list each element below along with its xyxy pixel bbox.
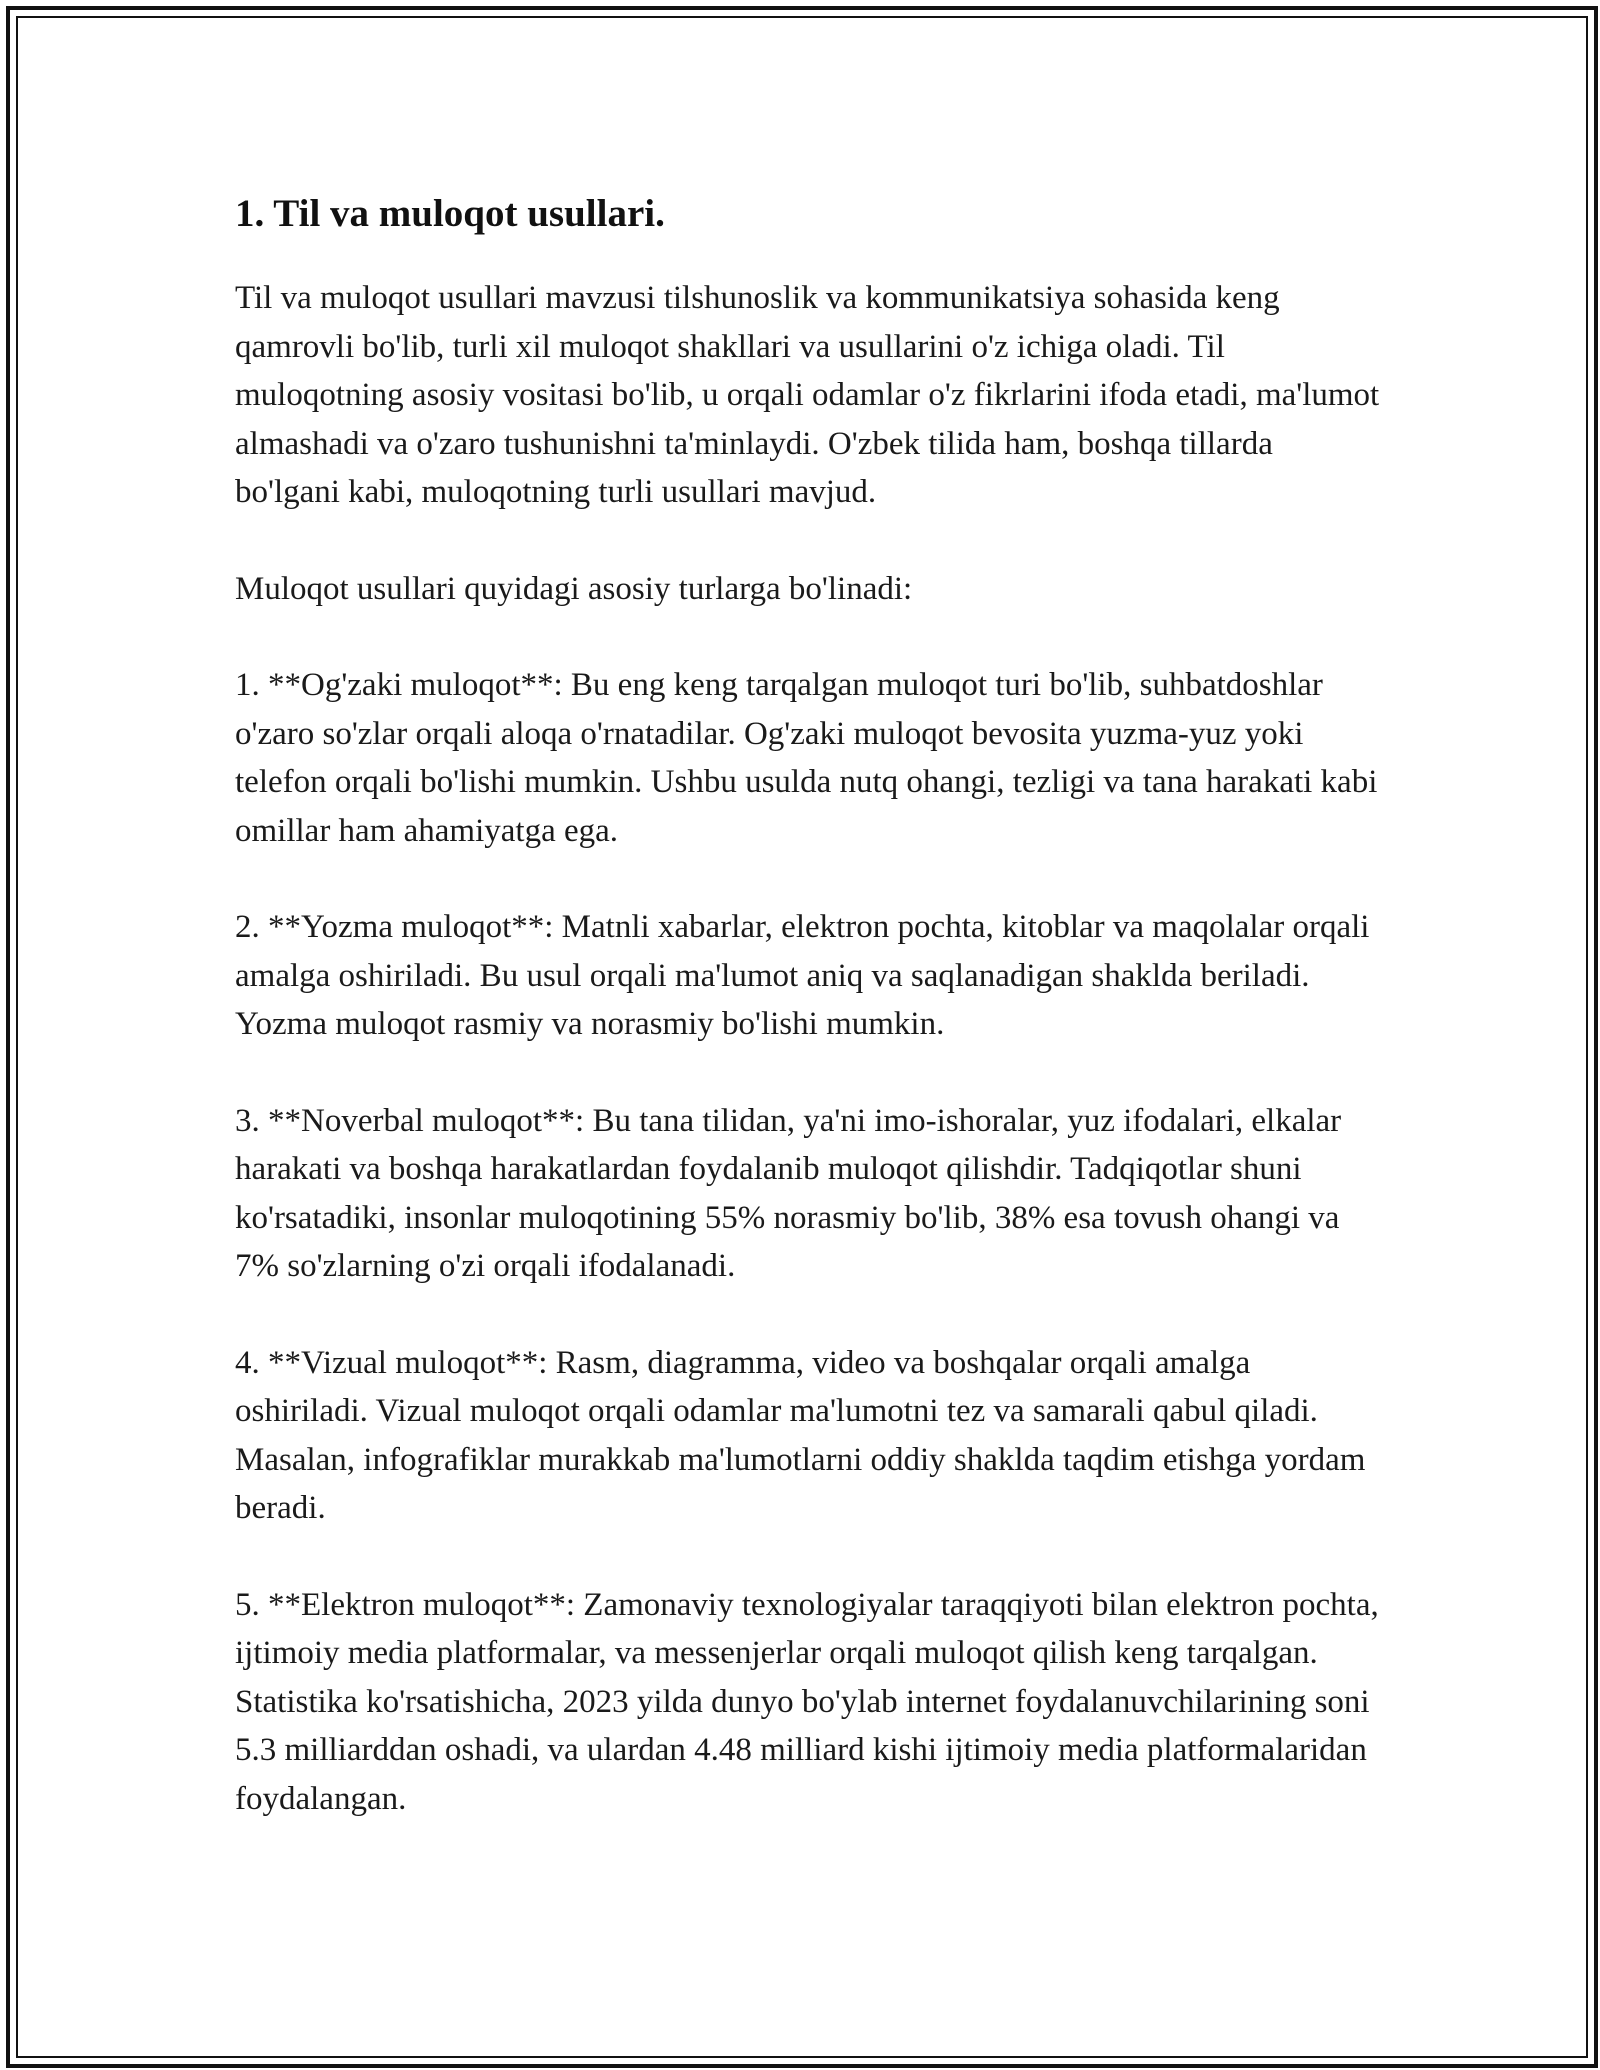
document-title: 1. Til va muloqot usullari.	[235, 192, 665, 235]
paragraph-nonverbal: 3. **Noverbal muloqot**: Bu tana tilidan, ya'ni imo-ishoralar, yuz ifodalari, elkalar harakati va boshqa harakatlardan foydalanib muloqot qilishdir. Tadqiqotlar shuni ko'rsatadiki, insonlar muloqotining 55% norasmiy bo'lib, 38% esa tovush ohangi va 7% so'zlarning o'zi orqali ifodalanadi.	[235, 1102, 1342, 1284]
paragraph-visual: 4. **Vizual muloqot**: Rasm, diagramma, video va boshqalar orqali amalga oshiriladi. Vizual muloqot orqali odamlar ma'lumotni tez va samarali qabul qiladi. Masalan, infografiklar murakkab ma'lumotlarni oddiy shaklda taqdim etishga yordam beradi.	[235, 1344, 1366, 1526]
paragraph-oral: 1. **Og'zaki muloqot**: Bu eng keng tarqalgan muloqot turi bo'lib, suhbatdoshlar o'zaro so'zlar orqali aloqa o'rnatadilar. Og'zaki muloqot bevosita yuzma-yuz yoki telefon orqali bo'lishi mumkin. Ushbu usulda nutq ohangi, tezligi va tana harakati kabi omillar ham ahamiyatga ega.	[235, 667, 1378, 849]
paragraph-electronic: 5. **Elektron muloqot**: Zamonaviy texnologiyalar taraqqiyoti bilan elektron pochta, ijtimoiy media platformalar, va messenjerlar orqali muloqot qilish keng tarqalgan. Statistika ko'rsatishicha, 2023 yilda dunyo bo'ylab internet foydalanuvchilarining soni 5.3 milliarddan oshadi, va ulardan 4.48 milliard kishi ijtimoiy media platformalaridan foydalangan.	[235, 1586, 1379, 1817]
paragraph-types-lead: Muloqot usullari quyidagi asosiy turlarga bo'linadi:	[235, 570, 913, 607]
document-body	[235, 186, 1385, 1871]
paragraph-intro: Til va muloqot usullari mavzusi tilshunoslik va kommunikatsiya sohasida keng qamrovli bo'lib, turli xil muloqot shakllari va usullarini o'z ichiga oladi. Til muloqotning asosiy vositasi bo'lib, u orqali odamlar o'z fikrlarini ifoda etadi, ma'lumot almashadi va o'zaro tushunishni ta'minlaydi. O'zbek tilida ham, boshqa tillarda bo'lgani kabi, muloqotning turli usullari mavjud.	[235, 280, 1380, 510]
paragraph-written: 2. **Yozma muloqot**: Matnli xabarlar, elektron pochta, kitoblar va maqolalar orqali amalga oshiriladi. Bu usul orqali ma'lumot aniq va saqlanadigan shaklda beriladi. Yozma muloqot rasmiy va norasmiy bo'lishi mumkin.	[235, 909, 1370, 1042]
